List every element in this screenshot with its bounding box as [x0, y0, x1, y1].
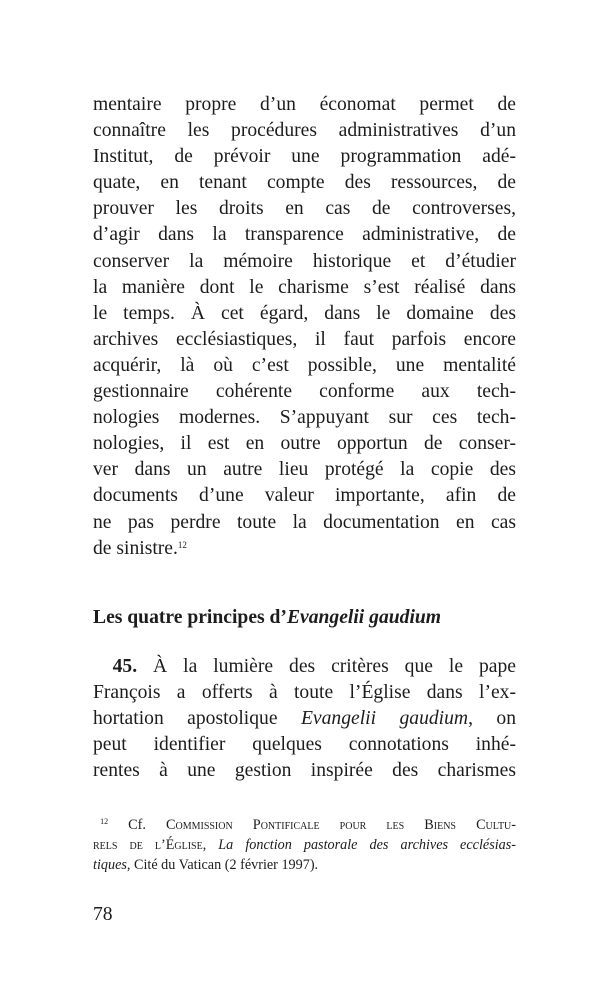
- text-line: la manière dont le charisme s’est réalisé dans: [93, 276, 516, 298]
- paragraph-line-text: , on: [468, 708, 517, 730]
- paragraph-45: [93, 654, 516, 784]
- footnote-marker: 12: [100, 817, 109, 826]
- text-line: Institut, de prévoir une programmation adé-: [93, 146, 516, 168]
- section-heading: [93, 605, 523, 631]
- section-heading-prefix: Les quatre principes d’: [93, 607, 287, 628]
- text-line: nologies, il est en outre opportun de conser-: [93, 433, 516, 455]
- footnote-line: [93, 815, 516, 835]
- text-line: nologies modernes. S’appuyant sur ces tech-: [93, 407, 516, 429]
- footnote-smallcaps: rels de l’Église: [93, 837, 203, 853]
- text-line: François a offerts à toute l’Église dans l’ex-: [93, 682, 516, 704]
- paragraph-line-italic: Evangelii gaudium: [300, 708, 469, 730]
- text-line: ver dans un autre lieu protégé la copie des: [93, 459, 516, 481]
- text-line: [93, 654, 516, 680]
- footnote-smallcaps: Commission Pontificale pour les Biens Cultu-: [166, 817, 516, 833]
- text-line: connaître les procédures administratives d’un: [93, 120, 516, 142]
- text-line: ne pas perdre toute la documentation en cas: [93, 511, 516, 533]
- text-line: peut identifier quelques connotations inhé-: [93, 734, 516, 756]
- text-line: archives ecclésiastiques, il faut parfois encore: [93, 328, 516, 350]
- text-line: rentes à une gestion inspirée des charismes: [93, 760, 516, 782]
- footnote-block: [93, 815, 516, 875]
- footnote-reference[interactable]: 12: [177, 539, 187, 550]
- text-line: le temps. À cet égard, dans le domaine des: [93, 302, 516, 324]
- paragraph-number: 45.: [112, 656, 138, 677]
- last-line-text: de sinistre.: [93, 537, 178, 559]
- text-line: acquérir, là où c’est possible, une mentalité: [93, 354, 516, 376]
- text-line: prouver les droits en cas de controverses,: [93, 198, 516, 220]
- footnote-italic: tiques: [93, 857, 127, 873]
- text-line: conserver la mémoire historique et d’étudier: [93, 250, 516, 272]
- text-line-last: [93, 536, 516, 562]
- footnote-text: , Cité du Vatican (2 février 1997).: [126, 857, 319, 873]
- text-line: gestionnaire cohérente conforme aux tech-: [93, 381, 516, 403]
- text-line: documents d’une valeur importante, afin de: [93, 485, 516, 507]
- footnote-text: Cf.: [108, 817, 167, 833]
- body-paragraph: [93, 92, 516, 562]
- section-heading-italic: Evangelii gaudium: [286, 607, 442, 628]
- footnote-italic: La fonction pastorale des archives ecclésias-: [218, 837, 516, 853]
- paragraph-line-text: hortation apostolique: [93, 708, 301, 730]
- text-line: d’agir dans la transparence administrative, de: [93, 224, 516, 246]
- text-line: mentaire propre d’un économat permet de: [93, 94, 516, 115]
- footnote-text: ,: [202, 837, 219, 853]
- text-line: quate, en tenant compte des ressources, de: [93, 172, 516, 194]
- text-line: [93, 706, 516, 732]
- page-number: 78: [93, 904, 113, 925]
- footnote-line: [93, 835, 516, 855]
- page-body: [93, 92, 516, 562]
- paragraph-line-text: À la lumière des critères que le pape: [153, 656, 516, 677]
- footnote-line: [93, 855, 516, 875]
